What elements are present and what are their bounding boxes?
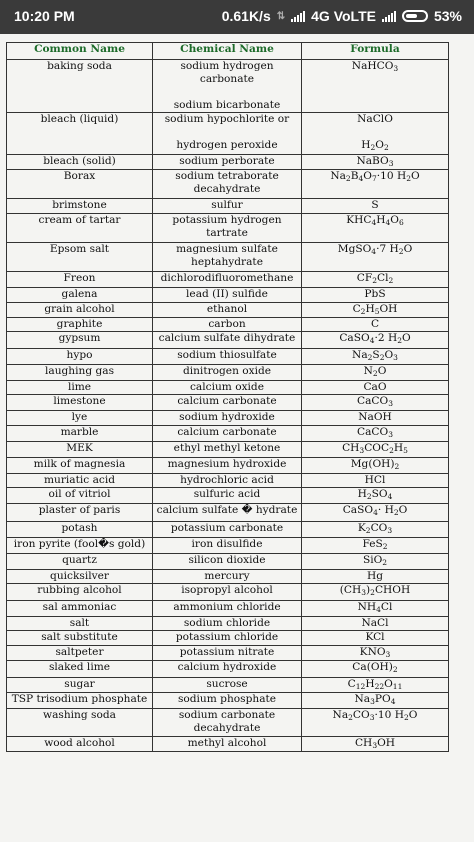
formula-cell: $KHC_4H_4O_6$ (302, 214, 449, 243)
chemical-name-cell (153, 522, 302, 538)
data-arrows-icon: ⇅ (276, 10, 286, 22)
chemical-name-line: calcium sulfate � hydrate (156, 504, 298, 516)
chemical-name-line: calcium carbonate (177, 426, 277, 438)
chemical-name-line: mercury (204, 570, 250, 582)
chemical-name-line: calcium carbonate (177, 395, 277, 407)
chemical-name-cell (153, 570, 302, 584)
common-name-cell: lime (7, 381, 153, 395)
formula-cell: NaHCO$_3$ (302, 60, 449, 113)
chemical-name-line: sodium hydrogen (180, 60, 274, 72)
formula-cell: $KNO_3$ (302, 646, 449, 661)
chemical-name-cell (153, 737, 302, 752)
chemical-name-line: potassium hydrogen (172, 214, 282, 226)
common-name-cell: hypo (7, 349, 153, 365)
formula-cell: C (302, 318, 449, 332)
formula-cell: CaSO$_4$· $H_2O$ (302, 504, 449, 522)
formula-cell: SiO$_2$ (302, 554, 449, 570)
table-row (7, 538, 449, 554)
formula-cell: PbS (302, 288, 449, 303)
chemical-name-line: silicon dioxide (188, 554, 266, 566)
chemical-name-line: calcium hydroxide (177, 661, 277, 673)
table-row (7, 395, 449, 411)
common-name-cell: muriatic acid (7, 474, 153, 488)
common-name-cell: iron pyrite (fool�s gold) (7, 538, 153, 554)
table-row (7, 426, 449, 442)
chemical-name-cell (153, 693, 302, 709)
status-right (222, 8, 462, 24)
chemical-name-line: potassium carbonate (170, 522, 284, 534)
chemical-name-cell (153, 318, 302, 332)
chemical-name-cell (153, 584, 302, 601)
chemical-name-line: decahydrate (193, 183, 261, 195)
table-row (7, 646, 449, 661)
formula-cell: $(CH_3)_2CHOH$ (302, 584, 449, 601)
common-name-cell: brimstone (7, 199, 153, 214)
chemical-name-line: sucrose (206, 678, 248, 690)
chemical-name-line: sulfuric acid (193, 488, 261, 500)
chemical-name-line (156, 126, 298, 139)
common-name-cell: bleach (liquid) (7, 113, 153, 155)
chemical-name-cell (153, 538, 302, 554)
formula-cell: $Na_2S_2O_3$ (302, 349, 449, 365)
common-name-cell: wood alcohol (7, 737, 153, 752)
chemical-name-cell (153, 426, 302, 442)
common-name-cell: TSP trisodium phosphate (7, 693, 153, 709)
chemical-name-cell (153, 474, 302, 488)
chemical-name-line: magnesium sulfate (176, 243, 278, 255)
common-name-cell: slaked lime (7, 661, 153, 678)
formula-cell: CaCO$_3$ (302, 395, 449, 411)
chemical-name-cell (153, 504, 302, 522)
chemical-name-cell (153, 381, 302, 395)
header-formula: Formula (302, 43, 449, 60)
formula-cell: $Na_2B_4O_7\cdot 10$ $H_2O$ (302, 170, 449, 199)
table-row (7, 214, 449, 243)
common-name-cell: Borax (7, 170, 153, 199)
table-row (7, 693, 449, 709)
formula-cell: $N_2O$ (302, 365, 449, 381)
formula-cell: NaCl (302, 617, 449, 631)
battery-percent: 53% (433, 8, 462, 24)
chemical-name-cell (153, 678, 302, 693)
formula-cell: $Ca(OH)_2$ (302, 661, 449, 678)
chemical-name-cell (153, 488, 302, 504)
table-row (7, 349, 449, 365)
chemical-name-cell (153, 458, 302, 474)
common-name-cell: MEK (7, 442, 153, 458)
formula-cell: CaCO$_3$ (302, 426, 449, 442)
formula-cell: NaBO$_3$ (302, 155, 449, 170)
table-row (7, 737, 449, 752)
formula-cell: $Na_3PO_4$ (302, 693, 449, 709)
table-row (7, 288, 449, 303)
table-row (7, 678, 449, 693)
table-row (7, 318, 449, 332)
chemical-name-line (156, 86, 298, 99)
table-row (7, 442, 449, 458)
common-name-cell: graphite (7, 318, 153, 332)
chemical-name-line: sulfur (211, 199, 243, 211)
common-name-cell: saltpeter (7, 646, 153, 661)
common-name-cell: lye (7, 411, 153, 426)
common-name-cell: milk of magnesia (7, 458, 153, 474)
chemical-name-line: sodium tetraborate (175, 170, 279, 182)
chemical-name-line: sodium bicarbonate (173, 99, 281, 111)
signal-icon-2 (382, 10, 396, 22)
chemical-name-line: magnesium hydroxide (167, 458, 287, 470)
formula-cell: $NH_4Cl$ (302, 601, 449, 617)
common-name-cell: limestone (7, 395, 153, 411)
chemical-name-cell (153, 631, 302, 646)
table-row (7, 272, 449, 288)
formula-cell: NaClO $H_2O_2$ (302, 113, 449, 155)
table-row (7, 170, 449, 199)
table-row (7, 411, 449, 426)
chemical-name-line: isopropyl alcohol (181, 584, 273, 596)
chemical-name-line: heptahydrate (191, 256, 263, 268)
chemical-name-line: carbon (208, 318, 246, 330)
common-name-cell: Epsom salt (7, 243, 153, 272)
chemical-name-cell (153, 288, 302, 303)
chemical-name-cell (153, 661, 302, 678)
common-name-cell: Freon (7, 272, 153, 288)
signal-icon (291, 10, 305, 22)
chemical-name-cell (153, 272, 302, 288)
chemical-name-cell (153, 411, 302, 426)
formula-cell: $Mg(OH)_2$ (302, 458, 449, 474)
chemical-name-line: lead (II) sulfide (186, 288, 268, 300)
chemical-name-line: calcium oxide (190, 381, 264, 393)
chemical-name-line: sodium perborate (179, 155, 275, 167)
network-speed: 0.61K/s (221, 8, 271, 24)
table-row (7, 458, 449, 474)
chemical-name-line: sodium carbonate (178, 709, 276, 721)
chemical-name-cell (153, 365, 302, 381)
chemical-name-cell (153, 709, 302, 737)
table-row (7, 522, 449, 538)
common-name-cell: cream of tartar (7, 214, 153, 243)
table-row (7, 155, 449, 170)
common-name-cell: laughing gas (7, 365, 153, 381)
common-name-cell: grain alcohol (7, 303, 153, 318)
chemical-name-line: sodium chloride (183, 617, 271, 629)
chemical-name-line: sodium hypochlorite or (164, 113, 290, 125)
table-row (7, 474, 449, 488)
chemical-name-line: sodium phosphate (177, 693, 277, 705)
formula-cell: $K_2CO_3$ (302, 522, 449, 538)
common-name-cell: quartz (7, 554, 153, 570)
chemical-name-cell (153, 155, 302, 170)
network-type: 4G VoLTE (311, 8, 376, 24)
formula-cell: $CH_3COC_2H_5$ (302, 442, 449, 458)
common-name-cell: baking soda (7, 60, 153, 113)
table-row (7, 488, 449, 504)
formula-cell: $C_{12}H_{22}O_{11}$ (302, 678, 449, 693)
chemical-name-cell (153, 60, 302, 113)
formula-cell: $CH_3OH$ (302, 737, 449, 752)
document-page (0, 34, 474, 842)
chemical-name-line: ethanol (206, 303, 248, 315)
chemical-name-cell (153, 646, 302, 661)
formula-cell: FeS$_2$ (302, 538, 449, 554)
formula-cell: CaO (302, 381, 449, 395)
chemical-name-cell (153, 214, 302, 243)
chemical-name-cell (153, 199, 302, 214)
status-time: 10:20 PM (14, 8, 75, 24)
chemical-name-cell (153, 170, 302, 199)
table-row (7, 570, 449, 584)
common-name-cell: quicksilver (7, 570, 153, 584)
chemical-name-line: hydrochloric acid (180, 474, 274, 486)
chemical-name-line: carbonate (199, 73, 255, 85)
chemical-name-line: dinitrogen oxide (182, 365, 272, 377)
common-name-cell: washing soda (7, 709, 153, 737)
table-row (7, 504, 449, 522)
chemical-name-cell (153, 243, 302, 272)
common-name-cell: sal ammoniac (7, 601, 153, 617)
table-row (7, 709, 449, 737)
header-common-name: Common Name (7, 43, 153, 60)
chemical-name-line: sodium hydroxide (179, 411, 275, 423)
chemical-names-table (6, 42, 449, 752)
table-row (7, 661, 449, 678)
table-row (7, 601, 449, 617)
chemical-name-cell (153, 601, 302, 617)
chemical-name-cell (153, 395, 302, 411)
formula-cell: HCl (302, 474, 449, 488)
chemical-name-cell (153, 349, 302, 365)
chemical-name-line: tartrate (206, 227, 248, 239)
formula-cell: KCl (302, 631, 449, 646)
common-name-cell: potash (7, 522, 153, 538)
chemical-name-line: iron disulfide (191, 538, 263, 550)
formula-cell: MgSO$_4$·7 $H_2O$ (302, 243, 449, 272)
table-row (7, 303, 449, 318)
table-row (7, 381, 449, 395)
table-row (7, 365, 449, 381)
chemical-name-cell (153, 303, 302, 318)
chemical-name-line: decahydrate (193, 722, 261, 734)
chemical-name-line: methyl alcohol (187, 737, 267, 749)
common-name-cell: salt substitute (7, 631, 153, 646)
common-name-cell: plaster of paris (7, 504, 153, 522)
formula-cell: $CF_2Cl_2$ (302, 272, 449, 288)
common-name-cell: gypsum (7, 332, 153, 349)
chemical-name-line: dichlorodifluoromethane (160, 272, 294, 284)
table-row (7, 243, 449, 272)
table-row (7, 199, 449, 214)
chemical-name-cell (153, 554, 302, 570)
formula-cell: Hg (302, 570, 449, 584)
chemical-name-cell (153, 113, 302, 155)
table-row (7, 554, 449, 570)
formula-cell: CaSO$_4$·2 $H_2O$ (302, 332, 449, 349)
chemical-name-line: calcium sulfate dihydrate (158, 332, 296, 344)
table-header-row (7, 43, 449, 60)
chemical-name-line: sodium thiosulfate (177, 349, 277, 361)
chemical-name-line: potassium chloride (175, 631, 279, 643)
formula-cell: $H_2SO_4$ (302, 488, 449, 504)
table-row (7, 332, 449, 349)
formula-cell: NaOH (302, 411, 449, 426)
chemical-name-line: hydrogen peroxide (176, 139, 278, 151)
header-chemical-name: Chemical Name (153, 43, 302, 60)
chemical-name-line: potassium nitrate (179, 646, 275, 658)
formula-cell: S (302, 199, 449, 214)
formula-cell: $Na_2CO_3\cdot 10$ $H_2O$ (302, 709, 449, 737)
common-name-cell: sugar (7, 678, 153, 693)
chemical-name-cell (153, 442, 302, 458)
formula-cell: $C_2H_5OH$ (302, 303, 449, 318)
chemical-name-cell (153, 617, 302, 631)
status-bar (0, 0, 474, 34)
table-row (7, 617, 449, 631)
chemical-name-cell (153, 332, 302, 349)
common-name-cell: oil of vitriol (7, 488, 153, 504)
chemical-name-line: ethyl methyl ketone (173, 442, 281, 454)
common-name-cell: galena (7, 288, 153, 303)
table-row (7, 584, 449, 601)
common-name-cell: salt (7, 617, 153, 631)
common-name-cell: bleach (solid) (7, 155, 153, 170)
battery-icon (402, 10, 428, 22)
common-name-cell: rubbing alcohol (7, 584, 153, 601)
table-row (7, 113, 449, 155)
chemical-name-line: ammonium chloride (173, 601, 281, 613)
table-row (7, 60, 449, 113)
common-name-cell: marble (7, 426, 153, 442)
table-row (7, 631, 449, 646)
